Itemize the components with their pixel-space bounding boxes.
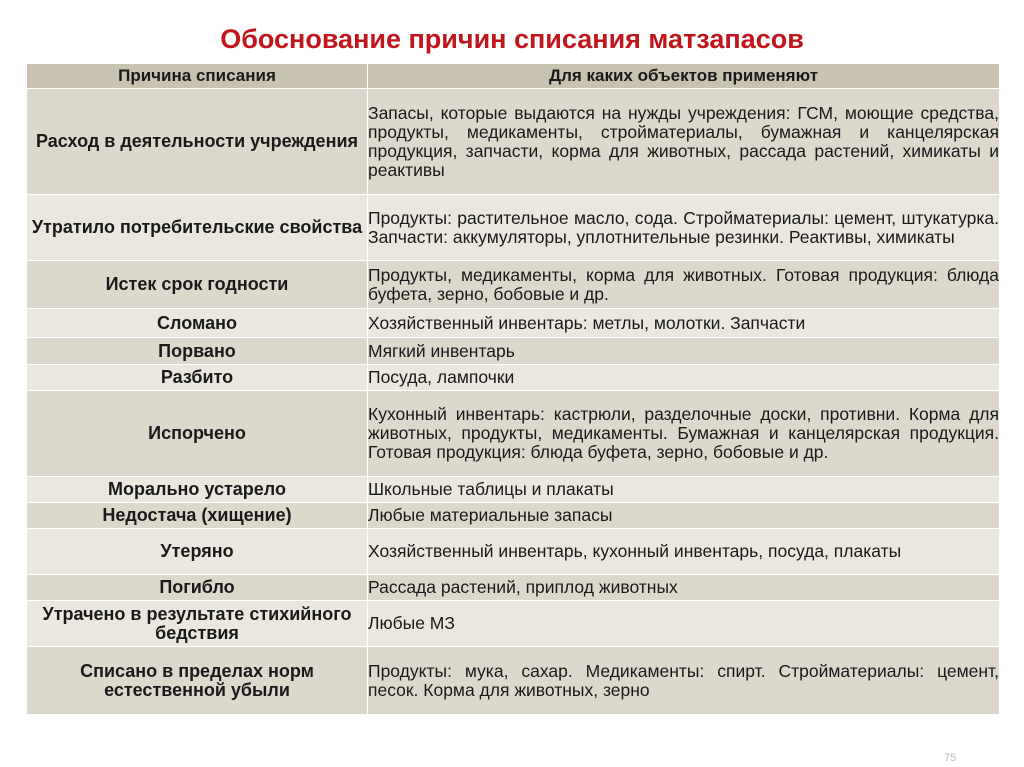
- reason-cell: Морально устарело: [27, 477, 368, 503]
- reason-cell: Недостача (хищение): [27, 503, 368, 529]
- reason-cell: Расход в деятельности учреждения: [27, 89, 368, 195]
- objects-cell: Любые МЗ: [368, 601, 1000, 647]
- table-row: [27, 601, 1000, 647]
- reason-cell: Испорчено: [27, 391, 368, 477]
- objects-cell: Мягкий инвентарь: [368, 338, 1000, 365]
- objects-cell: Запасы, которые выдаются на нужды учреждения: ГСМ, моющие средства, продукты, медикаменты, стройматериалы, бумажная и канцелярская продукция, запчасти, корма для животных, рассада растений, химикаты и реактивы: [368, 89, 1000, 195]
- objects-cell: Посуда, лампочки: [368, 365, 1000, 391]
- reason-cell: Утратило потребительские свойства: [27, 195, 368, 261]
- objects-cell: Кухонный инвентарь: кастрюли, разделочные доски, противни. Корма для животных, продукты, медикаменты. Бумажная и канцелярская продукция. Готовая продукция: блюда буфета, зерно, бобовые и др.: [368, 391, 1000, 477]
- page-title: Обоснование причин списания матзапасов: [220, 24, 804, 54]
- table-row: [27, 503, 1000, 529]
- table-row: [27, 195, 1000, 261]
- table-row: [27, 309, 1000, 338]
- reason-cell: Разбито: [27, 365, 368, 391]
- table-row: [27, 338, 1000, 365]
- reason-cell: Списано в пределах норм естественной убыли: [27, 647, 368, 715]
- table-row: [27, 477, 1000, 503]
- objects-cell: Школьные таблицы и плакаты: [368, 477, 1000, 503]
- table-row: [27, 529, 1000, 575]
- write-off-reasons-table: [26, 63, 1000, 715]
- reason-cell: Сломано: [27, 309, 368, 338]
- table-row: [27, 575, 1000, 601]
- reason-cell: Погибло: [27, 575, 368, 601]
- objects-cell: Любые материальные запасы: [368, 503, 1000, 529]
- objects-cell: Хозяйственный инвентарь, кухонный инвентарь, посуда, плакаты: [368, 529, 1000, 575]
- table-row: [27, 391, 1000, 477]
- objects-cell: Продукты, медикаменты, корма для животных. Готовая продукция: блюда буфета, зерно, бобовые и др.: [368, 261, 1000, 309]
- reason-cell: Утрачено в результате стихийного бедствия: [27, 601, 368, 647]
- reason-cell: Утеряно: [27, 529, 368, 575]
- objects-cell: Рассада растений, приплод животных: [368, 575, 1000, 601]
- reason-cell: Порвано: [27, 338, 368, 365]
- table-row: [27, 261, 1000, 309]
- reason-cell: Истек срок годности: [27, 261, 368, 309]
- page-number: 75: [944, 752, 957, 764]
- table-row: [27, 89, 1000, 195]
- header-reason: Причина списания: [27, 64, 368, 89]
- header-objects: Для каких объектов применяют: [368, 64, 1000, 89]
- table-row: [27, 647, 1000, 715]
- objects-cell: Продукты: мука, сахар. Медикаменты: спирт. Стройматериалы: цемент, песок. Корма для животных, зерно: [368, 647, 1000, 715]
- table-header-row: [27, 64, 1000, 89]
- table-row: [27, 365, 1000, 391]
- objects-cell: Продукты: растительное масло, сода. Стройматериалы: цемент, штукатурка. Запчасти: аккумуляторы, уплотнительные резинки. Реактивы, химикаты: [368, 195, 1000, 261]
- objects-cell: Хозяйственный инвентарь: метлы, молотки. Запчасти: [368, 309, 1000, 338]
